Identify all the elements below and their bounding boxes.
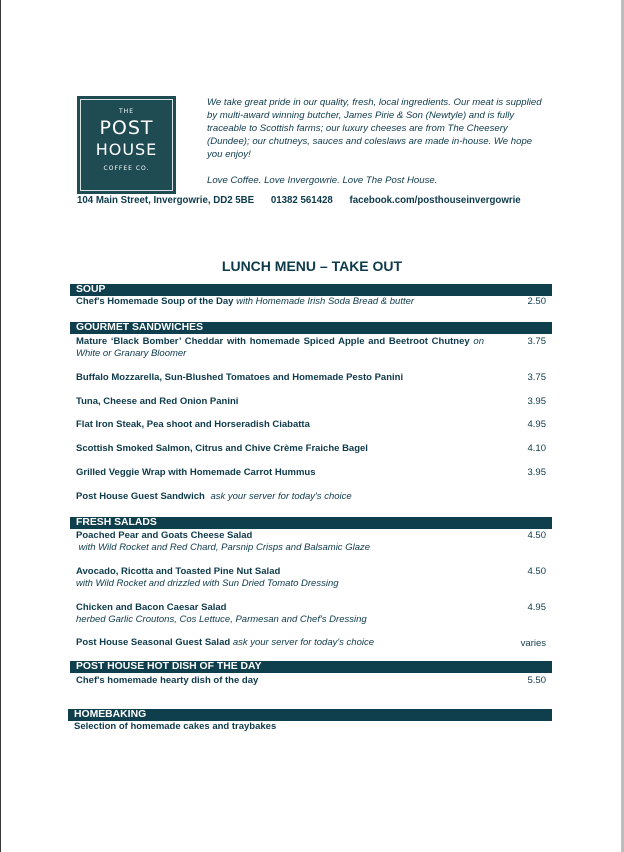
item-name: Chicken and Bacon Caesar Salad	[76, 602, 227, 613]
item-price: 2.50	[527, 296, 546, 307]
intro-text	[207, 96, 547, 187]
item-description: herbed Garlic Croutons, Cos Lettuce, Parmesan and Chef's Dressing	[76, 614, 367, 625]
item-description: on White or Granary Bloomer	[76, 336, 484, 359]
item-price: 4.10	[527, 443, 546, 454]
logo-frame	[80, 99, 173, 191]
logo-the: THE	[119, 108, 134, 115]
menu-item	[74, 721, 544, 733]
item-name: Post House Guest Sandwich	[76, 491, 205, 502]
item-name: Post House Seasonal Guest Salad	[76, 637, 231, 648]
menu-item	[76, 467, 546, 479]
logo-coffee-co: COFFEE CO.	[103, 165, 150, 172]
item-name: Buffalo Mozzarella, Sun-Blushed Tomatoes and Homemade Pesto Panini	[76, 372, 404, 383]
item-name: Selection of homemade cakes and traybakes	[74, 721, 277, 732]
menu-item	[76, 675, 546, 687]
section-header-homebaking: HOMEBAKING	[68, 709, 552, 721]
item-price: 3.75	[527, 372, 546, 383]
post-house-logo	[77, 96, 176, 194]
section-header-salads: FRESH SALADS	[70, 517, 552, 529]
menu-item	[76, 372, 546, 384]
item-description: ask your server for today's choice	[210, 491, 352, 502]
item-name: Flat Iron Steak, Pea shoot and Horseradish Ciabatta	[76, 419, 310, 430]
menu-item	[76, 396, 546, 408]
menu-item	[76, 602, 546, 626]
item-name: Mature ‘Black Bomber’ Cheddar with homemade Spiced Apple and Beetroot Chutney	[76, 336, 470, 347]
menu-title: LUNCH MENU – TAKE OUT	[221, 258, 403, 274]
intro-tagline: Love Coffee. Love Invergowrie. Love The Post House.	[207, 175, 438, 186]
intro-paragraph: We take great pride in our quality, fresh, local ingredients. Our meat is supplied by multi-award winning butcher, James Pirie & Son (Newtyle) and is fully traceable to Scottish farms; our luxury cheeses are from The Cheesery (Dundee); our chutneys, sauces and coleslaws are made in-house. We hope you enjoy!	[207, 97, 542, 160]
item-description: ask your server for today's choice	[232, 637, 375, 648]
item-price: 4.95	[527, 419, 546, 430]
phone-number: 01382 561428	[270, 195, 333, 206]
item-name: Poached Pear and Goats Cheese Salad	[76, 530, 253, 541]
item-name: Chef's homemade hearty dish of the day	[76, 675, 259, 686]
section-header-soup: SOUP	[70, 284, 552, 296]
menu-item	[76, 336, 484, 360]
menu-item	[76, 443, 546, 455]
item-description: with Wild Rocket and Red Chard, Parsnip Crisps and Balsamic Glaze	[76, 542, 371, 553]
item-price: 3.95	[527, 396, 546, 407]
menu-item	[76, 419, 546, 431]
menu-item	[76, 530, 546, 554]
item-name: Grilled Veggie Wrap with Homemade Carrot Hummus	[76, 467, 316, 478]
section-header-sandwiches: GOURMET SANDWICHES	[70, 322, 552, 334]
item-price: 4.50	[527, 530, 546, 541]
item-name: Scottish Smoked Salmon, Citrus and Chive Crème Fraiche Bagel	[76, 443, 368, 454]
item-price: 5.50	[527, 675, 546, 686]
item-description: with Wild Rocket and drizzled with Sun Dried Tomato Dressing	[76, 578, 339, 589]
menu-item	[76, 296, 546, 308]
item-price: 4.50	[527, 566, 546, 577]
item-price: 3.75	[527, 336, 546, 347]
page-left-border	[0, 0, 1, 852]
item-name: Tuna, Cheese and Red Onion Panini	[76, 396, 239, 407]
facebook-link: facebook.com/posthouseinvergowrie	[349, 195, 521, 206]
item-price: 3.95	[527, 467, 546, 478]
menu-item	[76, 637, 546, 649]
item-name: Avocado, Ricotta and Toasted Pine Nut Salad	[76, 566, 281, 577]
contact-line	[77, 195, 557, 206]
item-price: 4.95	[527, 602, 546, 613]
address: 104 Main Street, Invergowrie, DD2 5BE	[77, 195, 255, 206]
item-price: varies	[520, 638, 546, 649]
logo-house: HOUSE	[95, 140, 158, 159]
menu-item	[76, 491, 546, 503]
item-description: with Homemade Irish Soda Bread & butter	[236, 296, 415, 307]
logo-post: POST	[99, 117, 154, 139]
item-name: Chef's Homemade Soup of the Day	[76, 296, 234, 307]
menu-item	[76, 566, 546, 590]
section-header-hot-dish: POST HOUSE HOT DISH OF THE DAY	[70, 661, 552, 673]
